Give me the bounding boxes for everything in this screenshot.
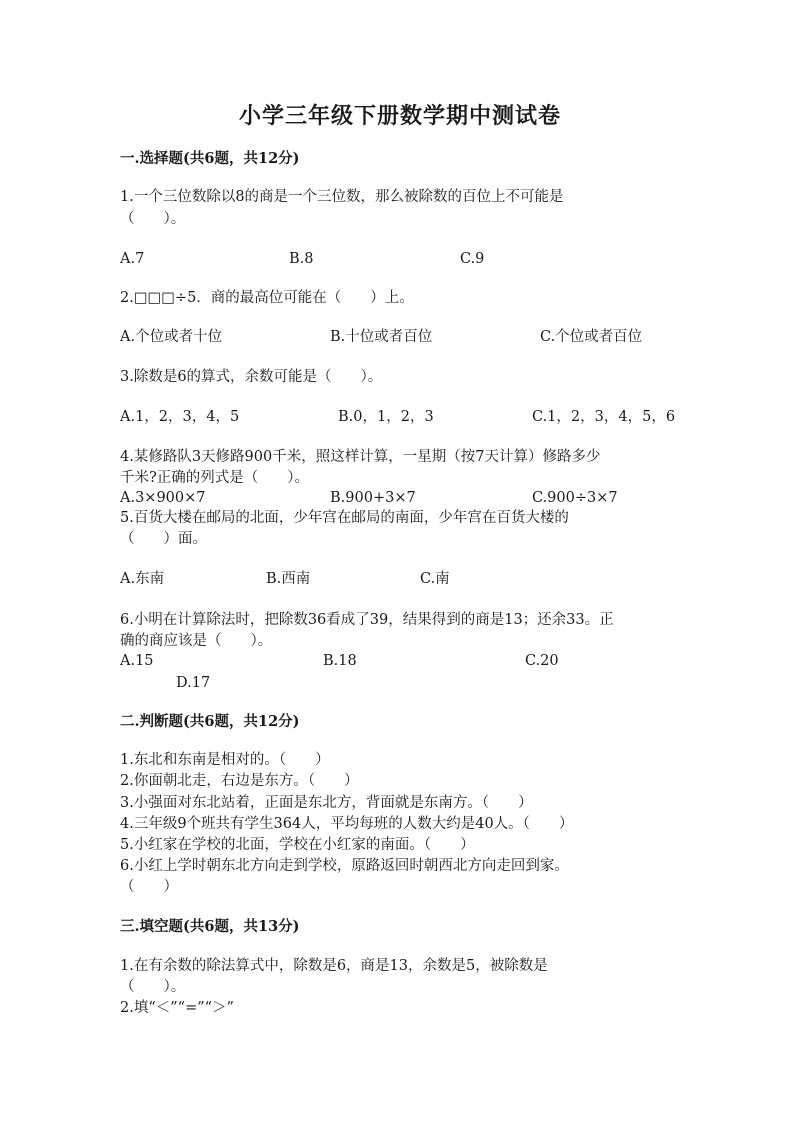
section-heading-judgment: 二.判断题(共6题，共12分) <box>120 713 300 730</box>
page-title: 小学三年级下册数学期中测试卷 <box>238 103 561 129</box>
fill-item: 1.在有余数的除法算式中，除数是6，商是13，余数是5，被除数是 <box>120 958 548 974</box>
question-text: 3.除数是6的算式，余数可能是（ ）。 <box>120 369 383 385</box>
question-text: 2.□□□÷5．商的最高位可能在（ ）上。 <box>120 290 414 306</box>
section-heading-fill: 三.填空题(共6题，共13分) <box>120 918 300 935</box>
option-a: A.15 <box>120 653 154 669</box>
judgment-item: 2.你面朝北走，右边是东方。（ ） <box>120 773 359 789</box>
question-text: 5.百货大楼在邮局的北面，少年宫在邮局的南面，少年宫在百货大楼的 <box>120 510 569 526</box>
judgment-item: 1.东北和东南是相对的。（ ） <box>120 752 330 768</box>
fill-item: （ ）。 <box>120 979 186 995</box>
option-a: A.3×900×7 <box>120 490 206 506</box>
option-c: C.1，2，3，4，5，6 <box>532 409 676 425</box>
option-b: B.8 <box>289 251 314 267</box>
option-b: B.900+3×7 <box>330 490 416 506</box>
question-text: 6.小明在计算除法时，把除数36看成了39，结果得到的商是13；还余33。正 <box>120 612 614 628</box>
option-d: D.17 <box>176 675 211 691</box>
option-c: C.900÷3×7 <box>532 490 618 506</box>
question-text: 千米?正确的列式是（ ）。 <box>120 470 310 486</box>
option-a: A.东南 <box>120 571 165 587</box>
option-a: A.1，2，3，4，5 <box>120 409 240 425</box>
option-b: B.0，1，2，3 <box>338 409 434 425</box>
option-b: B.西南 <box>266 571 311 587</box>
option-c: C.南 <box>420 571 450 587</box>
question-text: （ ）面。 <box>120 531 207 547</box>
judgment-item: （ ） <box>120 879 178 895</box>
option-c: C.个位或者百位 <box>540 329 643 345</box>
judgment-item: 6.小红上学时朝东北方向走到学校，原路返回时朝西北方向走回到家。 <box>120 858 569 874</box>
option-a: A.个位或者十位 <box>120 329 223 345</box>
option-b: B.18 <box>323 653 357 669</box>
option-c: C.9 <box>460 251 485 267</box>
option-b: B.十位或者百位 <box>330 329 433 345</box>
judgment-item: 5.小红家在学校的北面，学校在小红家的南面。（ ） <box>120 837 475 853</box>
question-text: 确的商应该是（ ）。 <box>120 633 273 649</box>
judgment-item: 3.小强面对东北站着，正面是东北方，背面就是东南方。（ ） <box>120 795 533 811</box>
option-a: A.7 <box>120 251 145 267</box>
judgment-item: 4.三年级9个班共有学生364人，平均每班的人数大约是40人。（ ） <box>120 816 574 832</box>
question-text: 1.一个三位数除以8的商是一个三位数，那么被除数的百位上不可能是 <box>120 189 564 205</box>
section-heading-choice: 一.选择题(共6题，共12分) <box>120 150 300 167</box>
question-text: （ ）。 <box>120 211 186 227</box>
option-c: C.20 <box>525 653 559 669</box>
fill-item: 2.填“＜”“=”“＞” <box>120 1000 234 1016</box>
question-text: 4.某修路队3天修路900千米，照这样计算，一星期（按7天计算）修路多少 <box>120 449 601 465</box>
